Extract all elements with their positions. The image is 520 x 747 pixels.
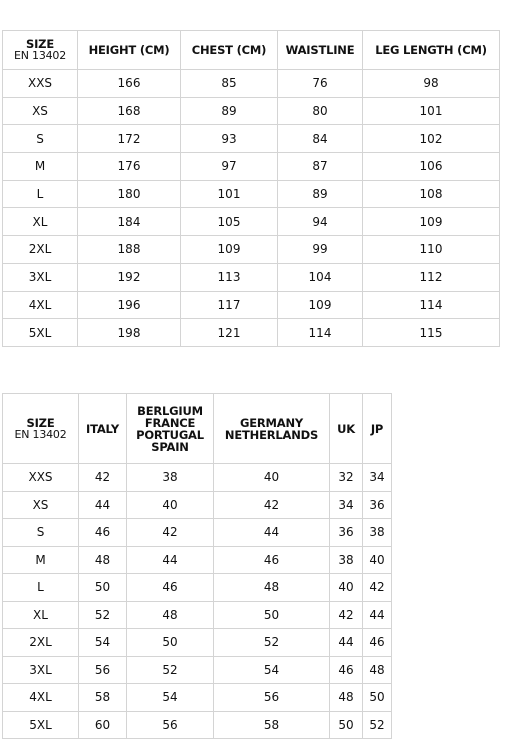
germany-netherlands-cell: 58 xyxy=(214,711,330,739)
germany-netherlands-cell: 40 xyxy=(214,464,330,492)
uk-cell: 34 xyxy=(330,491,363,519)
size-header-standard: EN 13402 xyxy=(14,427,67,441)
height-cell: 168 xyxy=(78,97,181,125)
table-row xyxy=(3,684,392,712)
italy-cell: 52 xyxy=(79,601,127,629)
uk-cell: 42 xyxy=(330,601,363,629)
chest-cell: 101 xyxy=(181,180,278,208)
table-row xyxy=(3,180,500,208)
uk-cell: 44 xyxy=(330,629,363,657)
belgium-france-portugal-spain-cell: 46 xyxy=(127,574,214,602)
uk-cell: 40 xyxy=(330,574,363,602)
leg-length-cell: 102 xyxy=(363,125,500,153)
italy-header: ITALY xyxy=(79,394,127,464)
jp-header: JP xyxy=(363,394,392,464)
chest-cell: 89 xyxy=(181,97,278,125)
table-row xyxy=(3,70,500,98)
height-cell: 188 xyxy=(78,236,181,264)
germany-netherlands-cell: 54 xyxy=(214,656,330,684)
belgium-france-portugal-spain-cell: 48 xyxy=(127,601,214,629)
chest-cell: 85 xyxy=(181,70,278,98)
germany-netherlands-cell: 52 xyxy=(214,629,330,657)
chest-cell: 97 xyxy=(181,153,278,181)
height-cell: 180 xyxy=(78,180,181,208)
italy-cell: 42 xyxy=(79,464,127,492)
italy-cell: 46 xyxy=(79,519,127,547)
belgium-france-portugal-spain-cell: 42 xyxy=(127,519,214,547)
jp-cell: 38 xyxy=(363,519,392,547)
waistline-cell: 89 xyxy=(278,180,363,208)
italy-cell: 54 xyxy=(79,629,127,657)
chest-cell: 105 xyxy=(181,208,278,236)
waistline-header: WAISTLINE xyxy=(278,31,363,70)
size-cell: XS xyxy=(3,97,78,125)
size-cell: 3XL xyxy=(3,656,79,684)
jp-cell: 40 xyxy=(363,546,392,574)
chest-cell: 93 xyxy=(181,125,278,153)
size-cell: M xyxy=(3,546,79,574)
uk-cell: 50 xyxy=(330,711,363,739)
table-row xyxy=(3,519,392,547)
jp-cell: 46 xyxy=(363,629,392,657)
uk-cell: 38 xyxy=(330,546,363,574)
table-row xyxy=(3,236,500,264)
uk-cell: 48 xyxy=(330,684,363,712)
table-row xyxy=(3,319,500,347)
size-cell: S xyxy=(3,519,79,547)
table-row xyxy=(3,153,500,181)
leg-length-cell: 112 xyxy=(363,263,500,291)
waistline-cell: 104 xyxy=(278,263,363,291)
table-row xyxy=(3,601,392,629)
belgium-france-portugal-spain-cell: 50 xyxy=(127,629,214,657)
leg-length-cell: 106 xyxy=(363,153,500,181)
leg-length-cell: 110 xyxy=(363,236,500,264)
size-cell: XL xyxy=(3,601,79,629)
size-cell: 3XL xyxy=(3,263,78,291)
germany-netherlands-header xyxy=(214,394,330,464)
leg-length-cell: 114 xyxy=(363,291,500,319)
height-header: HEIGHT (CM) xyxy=(78,31,181,70)
size-header-label: SIZE xyxy=(26,415,55,430)
table-row xyxy=(3,546,392,574)
italy-cell: 58 xyxy=(79,684,127,712)
size-cell: 5XL xyxy=(3,711,79,739)
chest-cell: 113 xyxy=(181,263,278,291)
height-cell: 196 xyxy=(78,291,181,319)
italy-cell: 48 xyxy=(79,546,127,574)
table-row xyxy=(3,464,392,492)
header-row xyxy=(3,394,392,464)
belgium-france-portugal-spain-cell: 52 xyxy=(127,656,214,684)
size-header xyxy=(3,31,78,70)
header-line: SPAIN xyxy=(151,439,189,454)
waistline-cell: 87 xyxy=(278,153,363,181)
jp-cell: 36 xyxy=(363,491,392,519)
jp-cell: 44 xyxy=(363,601,392,629)
italy-cell: 56 xyxy=(79,656,127,684)
leg-length-cell: 115 xyxy=(363,319,500,347)
header-line: NETHERLANDS xyxy=(224,427,319,442)
belgium-france-portugal-spain-header xyxy=(127,394,214,464)
waistline-cell: 109 xyxy=(278,291,363,319)
waistline-cell: 84 xyxy=(278,125,363,153)
height-cell: 172 xyxy=(78,125,181,153)
size-cell: XXS xyxy=(3,464,79,492)
height-cell: 166 xyxy=(78,70,181,98)
table-row xyxy=(3,574,392,602)
uk-header: UK xyxy=(330,394,363,464)
waistline-cell: 99 xyxy=(278,236,363,264)
leg-length-cell: 98 xyxy=(363,70,500,98)
header-line: PORTUGAL xyxy=(136,427,204,442)
size-cell: S xyxy=(3,125,78,153)
jp-cell: 52 xyxy=(363,711,392,739)
size-cell: XXS xyxy=(3,70,78,98)
chest-cell: 117 xyxy=(181,291,278,319)
size-header xyxy=(3,394,79,464)
waistline-cell: 80 xyxy=(278,97,363,125)
jp-cell: 42 xyxy=(363,574,392,602)
table-row xyxy=(3,263,500,291)
germany-netherlands-cell: 46 xyxy=(214,546,330,574)
table-body xyxy=(3,464,392,739)
uk-cell: 46 xyxy=(330,656,363,684)
height-cell: 198 xyxy=(78,319,181,347)
size-cell: XS xyxy=(3,491,79,519)
belgium-france-portugal-spain-cell: 44 xyxy=(127,546,214,574)
belgium-france-portugal-spain-cell: 40 xyxy=(127,491,214,519)
leg-length-header: LEG LENGTH (CM) xyxy=(363,31,500,70)
table-row xyxy=(3,97,500,125)
waistline-cell: 76 xyxy=(278,70,363,98)
size-header-label: SIZE xyxy=(26,37,54,51)
chest-header: CHEST (CM) xyxy=(181,31,278,70)
size-cell: M xyxy=(3,153,78,181)
size-conversion-table xyxy=(2,393,392,739)
size-cell: 2XL xyxy=(3,629,79,657)
size-header-standard: EN 13402 xyxy=(13,49,67,62)
uk-cell: 32 xyxy=(330,464,363,492)
waistline-cell: 94 xyxy=(278,208,363,236)
uk-cell: 36 xyxy=(330,519,363,547)
jp-cell: 50 xyxy=(363,684,392,712)
italy-cell: 44 xyxy=(79,491,127,519)
header-line: FRANCE xyxy=(144,415,196,430)
jp-cell: 34 xyxy=(363,464,392,492)
body-measurements-table xyxy=(2,30,500,347)
header-row xyxy=(3,31,500,70)
germany-netherlands-cell: 48 xyxy=(214,574,330,602)
table-row xyxy=(3,125,500,153)
table-body xyxy=(3,70,500,347)
chest-cell: 121 xyxy=(181,319,278,347)
chest-cell: 109 xyxy=(181,236,278,264)
size-cell: 4XL xyxy=(3,291,78,319)
waistline-cell: 114 xyxy=(278,319,363,347)
belgium-france-portugal-spain-cell: 56 xyxy=(127,711,214,739)
table-row xyxy=(3,491,392,519)
height-cell: 176 xyxy=(78,153,181,181)
height-cell: 184 xyxy=(78,208,181,236)
size-cell: L xyxy=(3,180,78,208)
leg-length-cell: 109 xyxy=(363,208,500,236)
italy-cell: 50 xyxy=(79,574,127,602)
height-cell: 192 xyxy=(78,263,181,291)
size-cell: L xyxy=(3,574,79,602)
belgium-france-portugal-spain-cell: 54 xyxy=(127,684,214,712)
size-cell: 5XL xyxy=(3,319,78,347)
size-cell: 2XL xyxy=(3,236,78,264)
belgium-france-portugal-spain-cell: 38 xyxy=(127,464,214,492)
italy-cell: 60 xyxy=(79,711,127,739)
germany-netherlands-cell: 50 xyxy=(214,601,330,629)
table-row xyxy=(3,291,500,319)
leg-length-cell: 108 xyxy=(363,180,500,208)
germany-netherlands-cell: 44 xyxy=(214,519,330,547)
table-row xyxy=(3,711,392,739)
table-row xyxy=(3,656,392,684)
table-row xyxy=(3,629,392,657)
germany-netherlands-cell: 42 xyxy=(214,491,330,519)
table-row xyxy=(3,208,500,236)
header-line: BERLGIUM xyxy=(137,403,203,418)
jp-cell: 48 xyxy=(363,656,392,684)
germany-netherlands-cell: 56 xyxy=(214,684,330,712)
size-cell: 4XL xyxy=(3,684,79,712)
size-cell: XL xyxy=(3,208,78,236)
header-line: GERMANY xyxy=(239,415,304,430)
leg-length-cell: 101 xyxy=(363,97,500,125)
